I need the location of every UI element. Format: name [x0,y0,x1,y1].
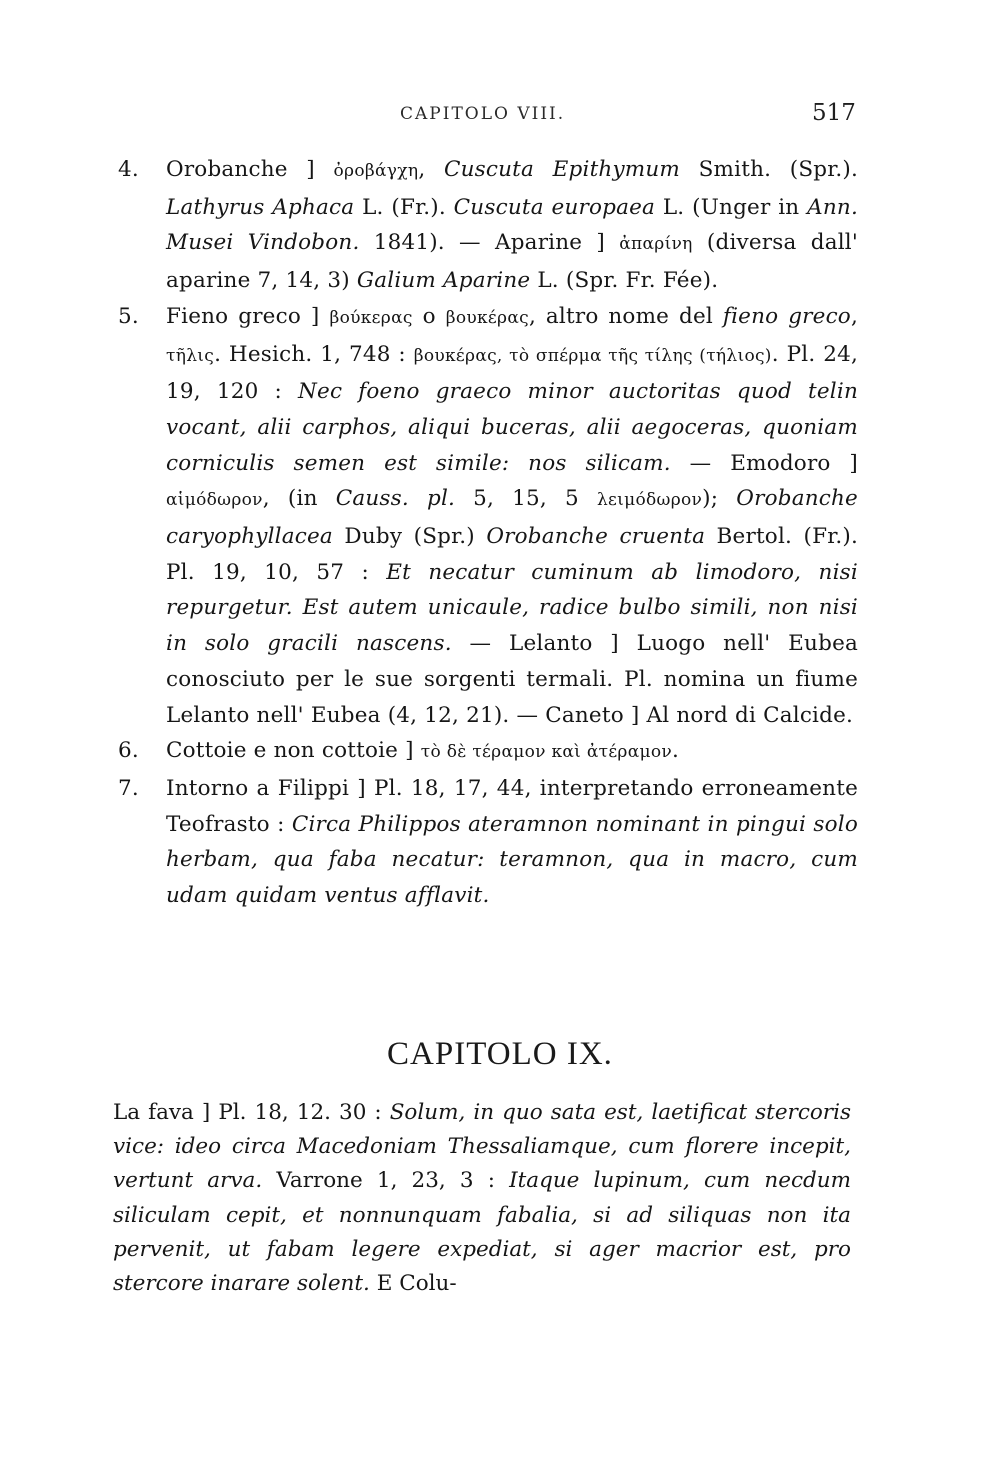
note-text [166,738,679,763]
italic-text: Lathyrus Aphaca [166,194,355,220]
text-run: Duby (Spr.) [332,524,487,550]
text-run: o [412,303,446,329]
note-4 [118,152,858,299]
text-run: L. (Fr.). [354,194,454,220]
text-run: , (in [262,486,336,512]
text-run: E Colu- [369,1271,457,1297]
running-head [0,100,1000,130]
italic-text: Orobanche caryophyllacea [166,486,858,550]
text-run: ); [702,486,737,512]
text-run: , [418,157,444,182]
note-number: 6. [118,738,139,764]
text-run: . Pl. 24, 19, 120 : [166,341,858,405]
text-run: Smith. (Spr.). [680,157,858,182]
italic-text: Orobanche cruenta [486,524,706,550]
chapter-paragraph [113,1096,851,1301]
note-7 [118,771,858,914]
text-run: . [672,738,680,764]
note-text [166,776,858,908]
text-run: . Hesich. 1, 748 : [214,341,414,367]
greek-text: βουκέρας [445,307,529,328]
greek-text: βουκέρας, τὸ σπέρμα τῆς τίλης (τήλιος) [413,345,772,366]
italic-text: Circa Philippos ateramnon nominant in pingui solo herbam, qua faba necatur: teramnon, qua in macro, cum udam quidam ventus afflavit. [166,811,858,909]
greek-text: τὸ δὲ τέραμον καὶ ἀτέραμον [420,742,673,763]
note-5 [118,299,858,733]
note-number: 4. [118,157,139,182]
running-title: CAPITOLO VIII. [400,104,566,124]
note-number: 5. [118,303,139,329]
greek-text: ὀροβάγχη [333,161,419,181]
text-run: L. (Unger in [655,194,808,220]
text-run: (diversa dall' aparine 7, 14, 3) [166,230,858,294]
italic-text: Galium Aparine [356,268,531,294]
notes-section [118,152,858,914]
text-run: , [850,303,858,329]
greek-text: βούκερας [329,307,413,328]
text-run: L. (Spr. Fr. Fée). [530,268,719,294]
text-run: — Emodoro ] [670,450,859,476]
page-number: 517 [812,100,856,126]
italic-text: Cuscuta europaea [453,194,656,220]
italic-text: Et necatur cuminum ab limodoro, nisi repurgetur. Est autem unicaule, radice bulbo simili, non nisi in solo gracili nascens. [166,559,858,657]
text-run: 5, 15, 5 [455,486,597,512]
text-run: Fieno greco ] [166,303,330,329]
text-run: Bertol. (Fr.). Pl. 19, 10, 57 : [166,524,858,585]
greek-text: αἱμόδωρον [166,490,263,511]
italic-text: Solum, in quo sata est, laetificat stercoris vice: ideo circa Macedoniam Thessaliamque, cum florere incepit, vertunt arva. [113,1100,851,1194]
text-run: — Lelanto ] Luogo nell' Eubea conosciuto per le sue sorgenti termali. Pl. nomina un fiume Lelanto nell' Eubea (4, 12, 21). — Caneto ] Al nord di Calcide. [166,631,859,728]
text-run: Intorno a Filippi ] Pl. 18, 17, 44, interpretando erroneamente Teofrasto : [166,775,858,837]
italic-text: Causs. pl. [335,486,456,512]
greek-text: λειμόδωρον [596,490,703,511]
text-run: 1841). — Aparine ] [359,230,620,256]
greek-text: ἀπαρίνη [619,234,693,255]
note-text [166,304,858,728]
note-text [166,157,858,293]
italic-text: Itaque lupinum, cum necdum siliculam cepit, et nonnunquam fabalia, si ad siliquas non ita pervenit, ut fabam legere expediat, si ager macrior est, pro stercore inarare solent. [113,1168,852,1297]
chapter-heading: CAPITOLO IX. [387,1036,613,1072]
italic-text: Ann. Musei Vindobon. [166,194,859,256]
italic-text: fieno greco [722,303,851,329]
note-6 [118,733,858,771]
italic-text: Cuscuta Epithymum [443,157,681,182]
text-run: Varrone 1, 23, 3 : [262,1168,510,1194]
text-run: , altro nome del [528,303,723,329]
greek-text: τῆλις [166,345,215,366]
text-run: La fava ] Pl. 18, 12. 30 : [113,1100,390,1125]
italic-text: Nec foeno graeco minor auctoritas quod telin vocant, alii carphos, aliqui buceras, alii aegoceras, quoniam corniculis semen est simile: nos silicam. [166,379,858,476]
text-run: Cottoie e non cottoie ] [166,738,421,764]
text-run: Orobanche ] [166,157,334,182]
note-number: 7. [118,775,139,801]
